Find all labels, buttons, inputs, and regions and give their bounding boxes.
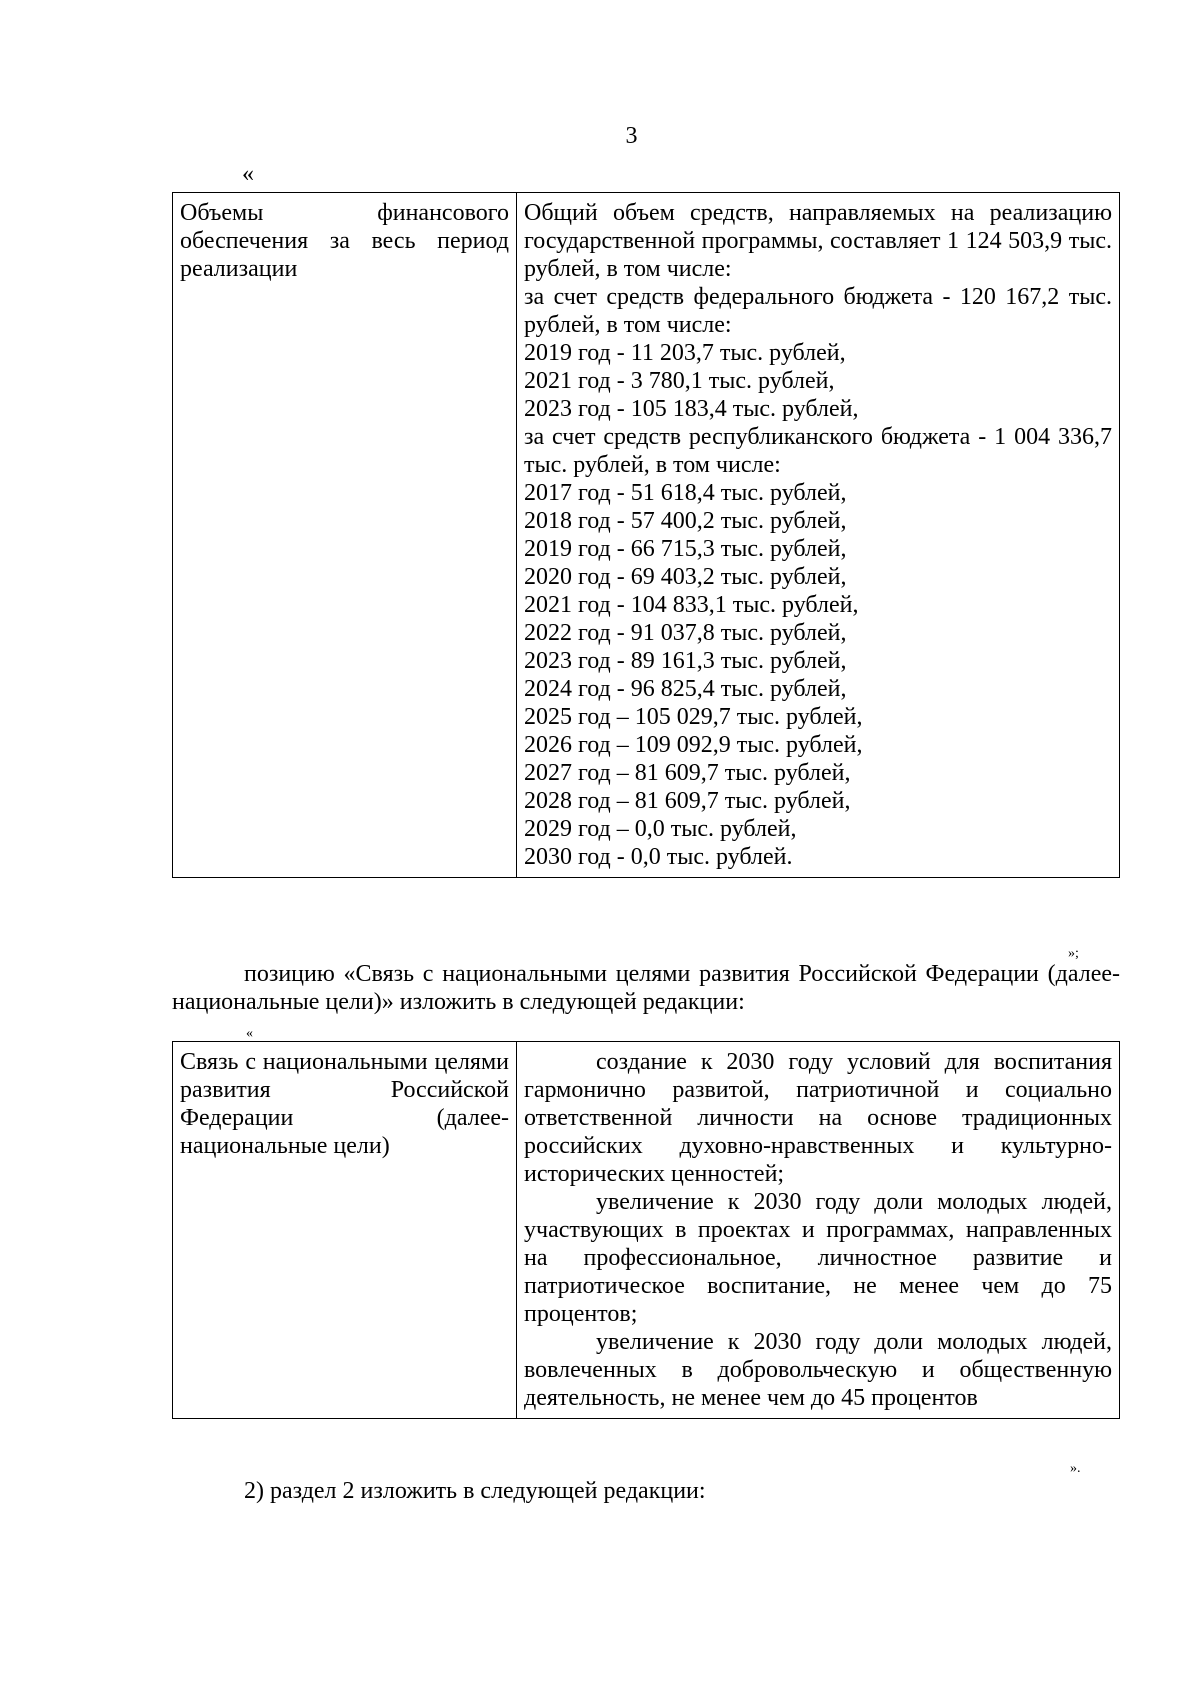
financing-line: 2025 год – 105 029,7 тыс. рублей, <box>524 704 863 730</box>
opening-quote: « <box>242 161 254 187</box>
closing-quote: ». <box>1070 1461 1081 1476</box>
financing-line: за счет средств республиканского бюджета - 1 004 336,7 тыс. рублей, в том числе: <box>524 424 1112 478</box>
financing-line: 2028 год – 81 609,7 тыс. рублей, <box>524 788 851 814</box>
section-instruction: 2) раздел 2 изложить в следующей редакции: <box>244 1478 706 1504</box>
national-goals-table <box>172 1041 1120 1419</box>
goal-item: увеличение к 2030 году доли молодых людей, участвующих в проектах и программах, направленных на профессиональное, личностное развитие и патриотическое воспитание, не менее чем до 75 процентов; <box>524 1189 1112 1327</box>
financing-line: за счет средств федерального бюджета - 120 167,2 тыс. рублей, в том числе: <box>524 284 1112 338</box>
financing-line: 2030 год - 0,0 тыс. рублей. <box>524 844 793 870</box>
table-row <box>173 1042 1120 1419</box>
financing-line: 2021 год - 3 780,1 тыс. рублей, <box>524 368 835 394</box>
goal-item: увеличение к 2030 году доли молодых людей, вовлеченных в добровольческую и общественную деятельность, не менее чем до 45 процентов <box>524 1329 1112 1411</box>
financing-table <box>172 192 1120 878</box>
financing-line: 2018 год - 57 400,2 тыс. рублей, <box>524 508 847 534</box>
body-paragraph: позицию «Связь с национальными целями развития Российской Федерации (далее-национальные цели)» изложить в следующей редакции: <box>172 961 1120 1015</box>
financing-line: 2021 год - 104 833,1 тыс. рублей, <box>524 592 859 618</box>
financing-line: 2022 год - 91 037,8 тыс. рублей, <box>524 620 847 646</box>
financing-label: Объемы финансового обеспечения за весь период реализации <box>173 193 517 878</box>
financing-line: 2024 год - 96 825,4 тыс. рублей, <box>524 676 847 702</box>
goal-item: создание к 2030 году условий для воспитания гармонично развитой, патриотичной и социально ответственной личности на основе традиционных российских духовно-нравственных и культурно-исторических ценностей; <box>524 1049 1112 1187</box>
financing-line: 2017 год - 51 618,4 тыс. рублей, <box>524 480 847 506</box>
opening-quote: « <box>246 1026 253 1041</box>
financing-line: 2019 год - 11 203,7 тыс. рублей, <box>524 340 846 366</box>
financing-line: 2019 год - 66 715,3 тыс. рублей, <box>524 536 847 562</box>
financing-line: 2026 год – 109 092,9 тыс. рублей, <box>524 732 863 758</box>
financing-line: 2020 год - 69 403,2 тыс. рублей, <box>524 564 847 590</box>
financing-line: 2023 год - 105 183,4 тыс. рублей, <box>524 396 859 422</box>
national-goals-value <box>517 1042 1120 1419</box>
financing-line: 2029 год – 0,0 тыс. рублей, <box>524 816 797 842</box>
financing-line: 2027 год – 81 609,7 тыс. рублей, <box>524 760 851 786</box>
financing-value <box>517 193 1120 878</box>
closing-quote: »; <box>1068 946 1079 961</box>
national-goals-label: Связь с национальными целями развития Российской Федерации (далее-национальные цели) <box>173 1042 517 1419</box>
financing-line: 2023 год - 89 161,3 тыс. рублей, <box>524 648 847 674</box>
table-row <box>173 193 1120 878</box>
page-number: 3 <box>625 123 638 149</box>
financing-line: Общий объем средств, направляемых на реализацию государственной программы, составляет 1 124 503,9 тыс. рублей, в том числе: <box>524 200 1112 282</box>
